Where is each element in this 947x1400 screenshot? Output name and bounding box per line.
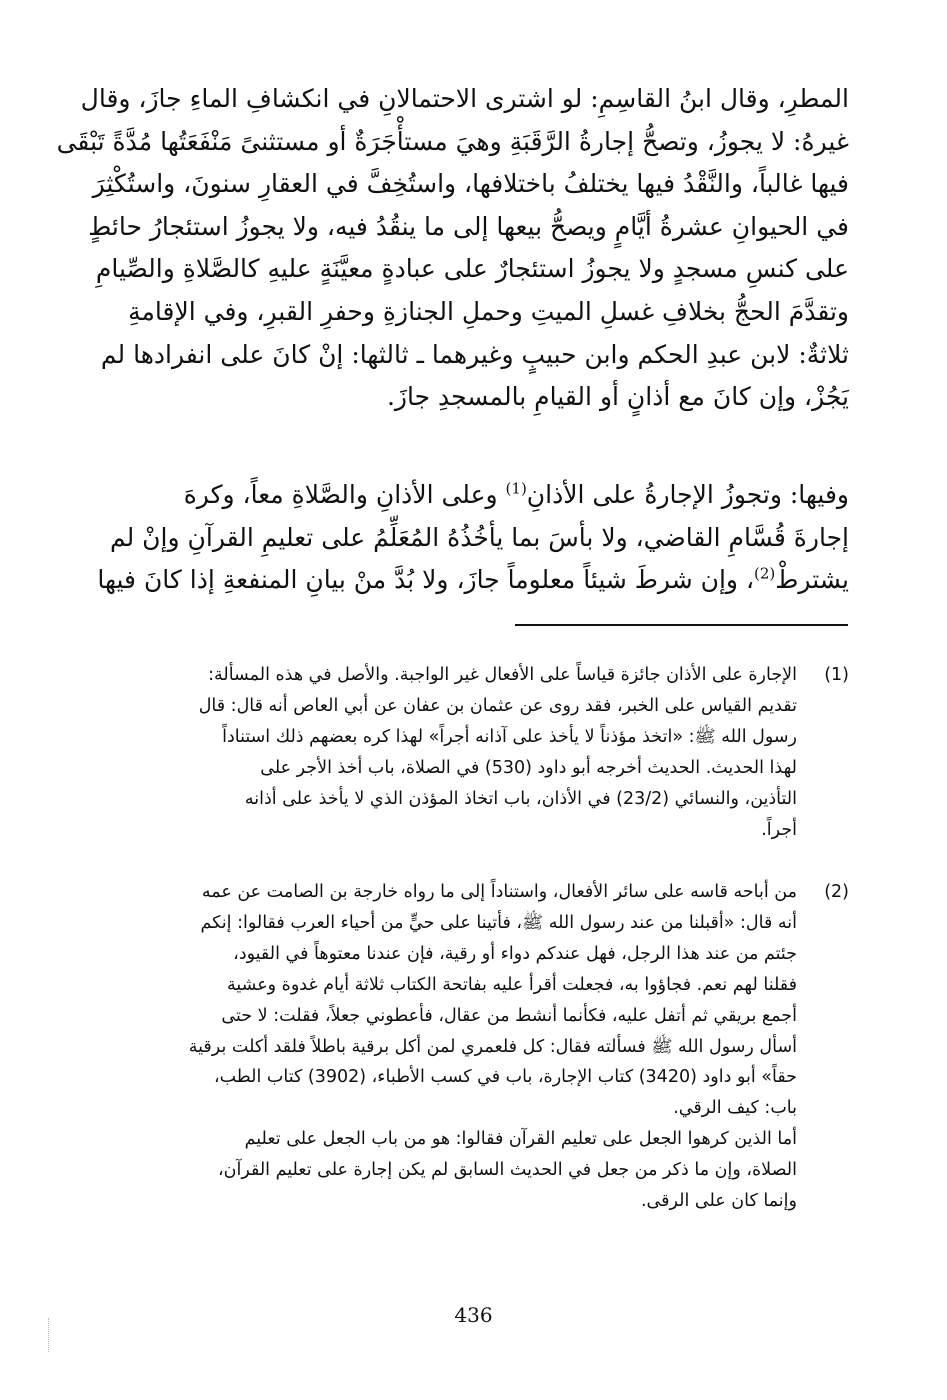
footnote-line: أجراً. <box>761 819 797 840</box>
text-line: غيرهُ: لا يجوزُ، وتصحُّ إجارةُ الرَّقَبَةِ وهيَ مستأْجَرَةٌ أو مستثنىً مَنْفَعَتُها مُدَّةً تَبْقَى <box>56 126 849 156</box>
footnote-line: من أباحه قاسه على سائر الأفعال، واستناداً إلى ما رواه خارجة بن الصامت عن عمه <box>201 882 797 902</box>
text-line: ثلاثةٌ: لابن عبدِ الحكم وابن حبيبٍ وغيرهما ـ ثالثها: إنْ كانَ على انفرادها لم <box>100 339 849 369</box>
text-line: في الحيوانِ عشرةُ أيَّامٍ ويصحُّ بيعها إلى ما ينقُدُ فيه، ولا يجوزُ استئجارُ حائطٍ <box>88 211 849 241</box>
text-line: وتقدَّمَ الحجُّ بخلافِ غسلِ الميتِ وحملِ الجنازةِ وحفرِ القبرِ، وفي الإقامةِ <box>128 296 849 326</box>
text-line: وفيها: وتجوزُ الإجارةُ على الأذانِ$^{(1)}$ وعلى الأذانِ والصَّلاةِ معاً، وكرهَ <box>183 479 849 509</box>
footnote-line: حقاً» أبو داود (3420) كتاب الإجارة، باب في كسب الأطباء، (3902) كتاب الطب، <box>213 1067 797 1088</box>
footnote-line: أجمع بريقي ثم أتفل عليه، فكأنما أنشط من عقال، فأعطوني جعلاً، فقلت: لا حتى <box>221 1005 797 1026</box>
footnote-body <box>92 660 797 845</box>
footnote-line: وإنما كان على الرقى. <box>640 1191 797 1212</box>
page-number: 436 <box>454 1303 493 1327</box>
text-line: فيها غالباً، والنَّقْدُ فيها يختلفُ باختلافها، واستُخِفَّ في العقارِ سنونَ، واستُكْثِرَ <box>92 169 849 199</box>
footnote-marker: (1) <box>505 479 527 498</box>
footnote-line: أنه قال: «أقبلنا من عند رسول الله ﷺ، فأتينا على حيٍّ من أحياء العرب فقالوا: إنكم <box>200 912 797 933</box>
footnote-line: الإجارة على الأذان جائزة قياساً على الأفعال غير الواجبة. والأصل في هذه المسألة: <box>208 665 797 685</box>
footnote-line: التأذين، والنسائي (23/2) في الأذان، باب اتخاذ المؤذن الذي لا يأخذ على أذانه <box>244 788 797 809</box>
footnote-line: تقديم القياس على الخبر، فقد روى عن عثمان بن عفان عن أبي العاص أنه قال: قال <box>198 695 797 716</box>
footnote-line: أما الذين كرهوا الجعل على تعليم القرآن فقالوا: هو من باب الجعل على تعليم <box>244 1129 797 1150</box>
footnote-line: أسأل رسول الله ﷺ فسألته فقال: كل فلعمري لمن أكل برقية باطلاً فلقد أكلت برقية <box>188 1036 797 1057</box>
text-line: يَجُزْ، وإن كانَ مع أذانٍ أو القيامِ بالمسجدِ جازَ. <box>386 382 849 412</box>
footnote-line: رسول الله ﷺ: «اتخذ مؤذناً لا يأخذ على آذانه أجراً» لهذا كره بعضهم ذلك استناداً <box>222 726 797 747</box>
footnote-line: الصلاة، وإن ما ذكر من جعل في الحديث السابق لم يكن إجارة على تعليم القرآن، <box>217 1160 797 1181</box>
footnote-separator <box>515 624 848 626</box>
footnote-body <box>92 877 797 1124</box>
main-paragraph-2 <box>92 474 849 602</box>
main-paragraph-1 <box>56 78 849 419</box>
text-line: على كنسِ مسجدٍ ولا يجوزُ استئجارٌ على عبادةٍ معيَّنَةٍ عليهِ كالصَّلاةِ والصِّيامِ <box>95 254 849 284</box>
footnote-line: جئتم من عند هذا الرجل، فهل عندكم دواء أو رقية، فإن عندنا معتوهاً في القيود، <box>233 943 797 964</box>
footnote-marker: (2) <box>754 564 776 583</box>
footnote-line: فقلنا لهم نعم. فجاؤوا به، فجعلت أقرأ عليه بفاتحة الكتاب ثلاثة أيام غدوة وعشية <box>226 974 797 995</box>
scan-margin-mark <box>48 1318 51 1352</box>
footnote-number: (1) <box>824 665 849 685</box>
footnote-continuation <box>92 1124 797 1217</box>
footnote-1 <box>92 660 849 845</box>
footnote-number: (2) <box>824 882 849 902</box>
footnote-line: باب: كيف الرقي. <box>673 1098 797 1119</box>
text-line: إجارةَ قُسَّامِ القاضي، ولا بأسَ بما يأخُذُهُ المُعَلِّمُ على تعليمِ القرآنِ وإنْ لم <box>109 522 849 552</box>
footnote-2 <box>92 877 849 1217</box>
footnote-line: لهذا الحديث. الحديث أخرجه أبو داود (530) في الصلاة، باب أخذ الأجر على <box>260 757 797 778</box>
text-line: يشترطْ$^{(2)}$، وإن شرطَ شيئاً معلوماً جازَ، ولا بُدَّ منْ بيانِ المنفعةِ إذا كانَ فيها <box>97 564 849 595</box>
text-line: المطرِ، وقال ابنُ القاسِمِ: لو اشترى الاحتمالانِ في انكشافِ الماءِ جازَ، وقال <box>80 84 849 113</box>
